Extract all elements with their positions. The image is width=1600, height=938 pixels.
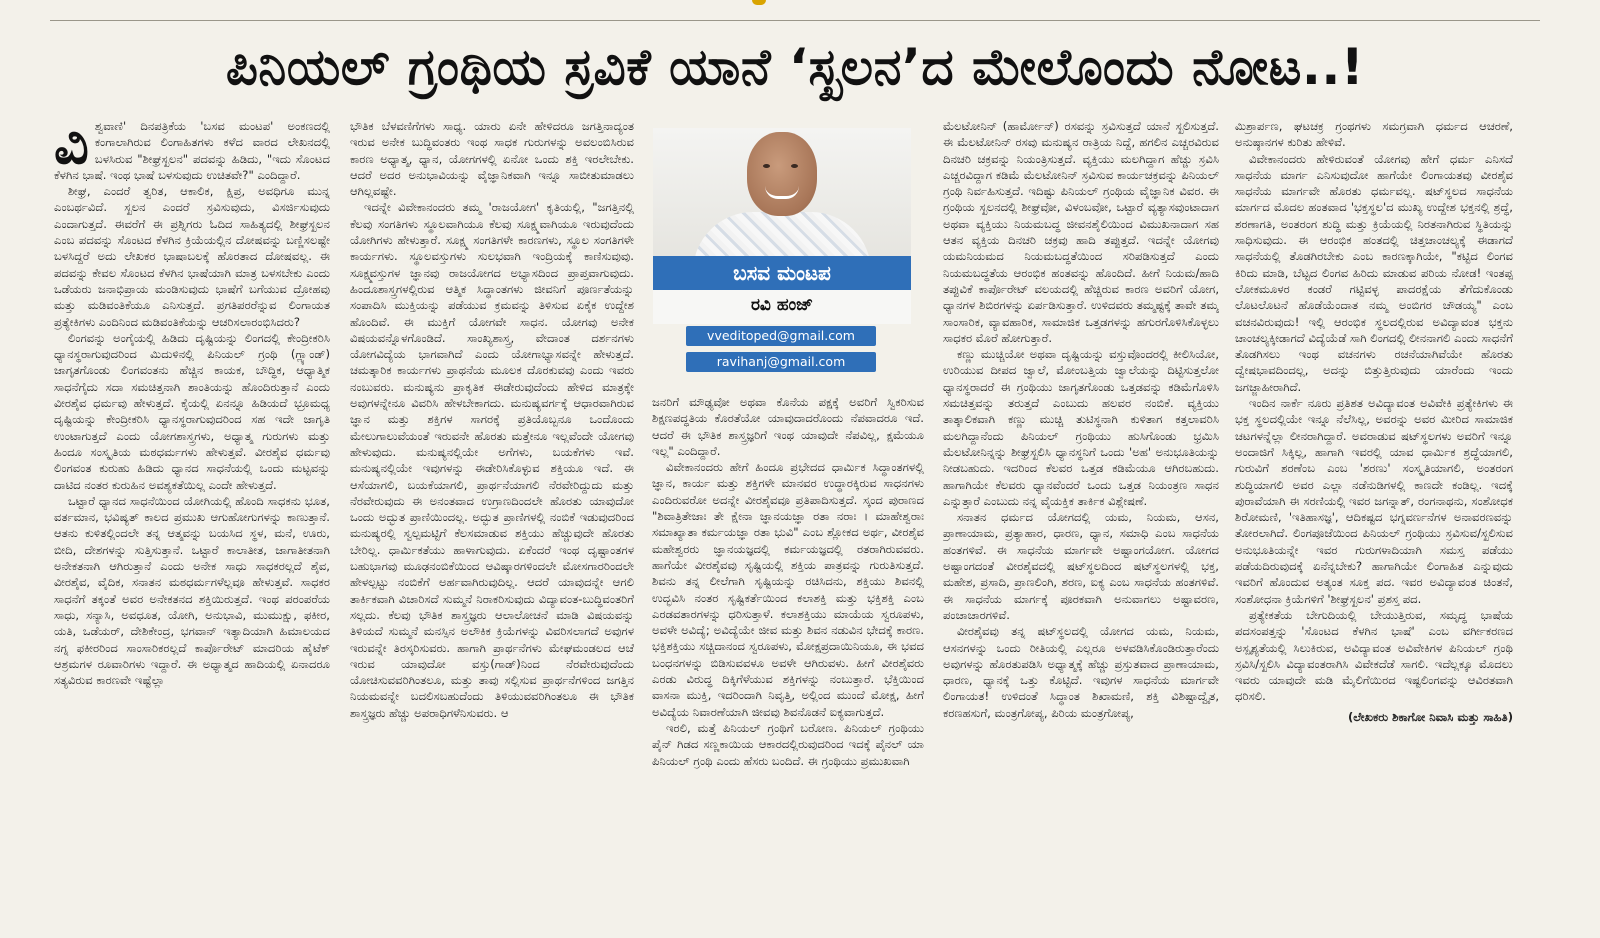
- article-column-4: [943, 118, 1219, 918]
- paragraph: ಇಂದಿನ ನಾರ್ಕೆ ನೂರು ಪ್ರತಿಶತ ಅವಿದ್ಯಾವಂತ ಅವಿವೇಕಿ ಪ್ರತ್ಯೇಕಿಗಳು ಈ ಭಕ್ತ ಸ್ಥಲದಲ್ಲಿಯೇ ಇನ್ನೂ ನೆಲೆಸಿಲ್ಲ, ಅವರನ್ನು ಅವರ ಮೀರಿದ ಸಾಮಾಜಿಕ ಚಟಗಳನ್ನೆಲ್ಲಾ ಲೀನರಾಗಿದ್ದಾರೆ. ಅವರಾಡುವ ಷಟ್‌ಸ್ಥಲಗಳು ಅವರಿಗೆ ಇನ್ನೂ ಅಂದಾಜಿಗೆ ಸಿಕ್ಕಿಲ್ಲ, ಹಾಗಾಗಿ ಇವರಲ್ಲಿ ಯಾವ ಧಾರ್ಮಿಕ ಶ್ರದ್ಧೆಯಾಗಲಿ, ಗುರುವಿಗೆ ಶರಣೆಂಬ ಎಂಬ 'ಶರಣು' ಸಂಸ್ಕೃತಿಯಾಗಲಿ, ಅಂತರಂಗ ಶುದ್ಧಿಯಾಗಲಿ ಅವರ ಎಲ್ಲಾ ನಡೆನುಡಿಗಳಲ್ಲಿ ಕಾಣದೇ ಕಂಡಿಲ್ಲ. ಇದಕ್ಕೆ ಪುರಾವೆಯಾಗಿ ಈ ಸರಣಿಯಲ್ಲಿ ಇವರ ಜಗನ್ನಾತ್, ರಂಗನಾಥನು, ಸಂಶೋಧಕ ಶಿರೋಮಣಿ, 'ಇತಿಹಾಸಜ್ಞ', ಆದಿಕಷ್ಟದ ಭಗ್ನವರ್ಣನೆಗಳ ಅನಾವರಣವನ್ನು ತೋರಲಾಗಿದೆ. ಲಿಂಗಪೂಜೆಯಿಂದ ಪಿನಿಯಲ್ ಗ್ರಂಥಿಯು ಸ್ರವಿಸುವ/ಸ್ಖಲಿಸುವ ಅನುಭೂತಿಯನ್ನೇ ಇವರ ಗುರುಗಳಾದಿಯಾಗಿ ಸಮಸ್ತ ಪಡೆಯು ಪಡೆಯದಿರುವುದಕ್ಕೆ ಏನೆನ್ನಬೇಕು? ಹಾಗಾಗಿಯೇ ಲಿಂಗಾಹಿತ ಎನ್ನುವುದು ಇವರಿಗೆ ಹೊಂದುವ ಅತ್ಯಂತ ಸೂಕ್ತ ಪದ. ಇವರ ಅವಿದ್ಯಾವಂತ ಚಿಂತನೆ, ಸಂಶೋಧನಾ ಕ್ರಿಯೆಗಳಿಗೆ 'ಶೀಘ್ರಸ್ಖಲನ' ಪ್ರಶಸ್ತ ಪದ.: [1235, 396, 1513, 606]
- author-byline: ರವಿ ಹಂಜ್: [653, 290, 911, 324]
- email-badge[interactable]: vveditoped@gmail.com: [686, 326, 876, 346]
- paragraph: ವಿವೇಕಾನಂದರು ಹೇಗೆ ಹಿಂದೂ ಪ್ರಭೇದದ ಧಾರ್ಮಿಕ ಸಿದ್ಧಾಂತಗಳಲ್ಲಿ ಜ್ಞಾನ, ಕಾರ್ಯ ಮತ್ತು ಶಕ್ತಿಗಳೇ ಮಾನವರ ಉದ್ಧಾರಕ್ಕಿರುವ ಸಾಧನಗಳು ಎಂದಿರುವರೋ ಅದನ್ನೇ ವೀರಶೈವವೂ ಪ್ರತಿಪಾದಿಸುತ್ತದೆ. ಸ್ಕಂದ ಪುರಾಣದ "ಶಿವಾತ್ರಿತೇಜಾಃ ತೇ ಕ್ಷೇನಾ ಜ್ಞಾನಯಜ್ಞಾ ರತಾ ನರಾಃ । ಮಾಹೇಶ್ವರಾಃ ಸಮಾಖ್ಯಾತಾ ಕರ್ಮಯಜ್ಞಾ ರತಾ ಭುವಿ" ಎಂಬ ಶ್ಲೋಕದ ಅರ್ಥ, ವೀರಶೈವ ಮಹೇಶ್ವರರು ಜ್ಞಾನಯಜ್ಞದಲ್ಲಿ ಕರ್ಮಯಜ್ಞದಲ್ಲಿ ರತರಾಗಿರುವವರು. ಹಾಗೆಯೇ ವೀರಶೈವವು ಸೃಷ್ಟಿಯಲ್ಲಿ ಶಕ್ತಿಯ ಪಾತ್ರವನ್ನು ಗುರುತಿಸುತ್ತದೆ. ಶಿವನು ತನ್ನ ಲೀಲೆಗಾಗಿ ಸೃಷ್ಟಿಯನ್ನು ರಚಿಸಿದನು, ಶಕ್ತಿಯು ಶಿವನಲ್ಲಿ ಉದ್ಭವಿಸಿ ನಂತರ ಸೃಷ್ಟಿಕರ್ತೆಯಿಂದ ಕಲಾಶಕ್ತಿ ಮತ್ತು ಭಕ್ತಿಶಕ್ತಿ ಎಂಬ ಎರಡವತಾರಗಳನ್ನು ಧರಿಸುತ್ತಾಳೆ. ಕಲಾಶಕ್ತಿಯು ಮಾಯೆಯ ಸ್ವರೂಪಳು, ಅವಳೇ ಅವಿದ್ಯೆ; ಅವಿದ್ಯೆಯೇ ಜೀವ ಮತ್ತು ಶಿವನ ನಡುವಿನ ಭೇದಕ್ಕೆ ಕಾರಣ. ಭಕ್ತಿಶಕ್ತಿಯು ಸಚ್ಚಿದಾನಂದ ಸ್ವರೂಪಳು, ಮೋಕ್ಷಪ್ರದಾಯಿನಿಯೂ, ಈ ಭವದ ಬಂಧನಗಳನ್ನು ಬಿಡಿಸುವವಳೂ ಅವಳೇ ಆಗಿರುವಳು. ಹೀಗೆ ವೀರಶೈವರು ಎರಡು ವಿರುದ್ಧ ದಿಕ್ಕಿಗೆಳೆಯುವ ಶಕ್ತಿಗಳನ್ನು ನಂಬುತ್ತಾರೆ. ಭೆಕ್ತಿಯಿಂದ ವಾಸನಾ ಮುಕ್ತಿ, ಇದರಿಂದಾಗಿ ನಿವೃತ್ತಿ, ಅಲ್ಲಿಂದ ಮುಂದೆ ಮೋಕ್ಷ, ಹೀಗೆ ಅವಿದ್ಯೆಯ ನಿವಾರಣೆಯಾಗಿ ಜೀವವು ಶಿವನೊಡನೆ ಐಕ್ಯವಾಗುತ್ತದೆ.: [652, 460, 924, 719]
- paragraph: ಪ್ರತ್ಯೇಕತೆಯ ಬೇಗುದಿಯಲ್ಲಿ ಬೇಯುತ್ತಿರುವ, ಸಮೃದ್ಧ ಭಾಷೆಯ ಪದಸಂಪತ್ತನ್ನು 'ಸೊಂಟದ ಕೆಳಗಿನ ಭಾಷೆ' ಎಂಬ ವರ್ಗೀಕರಣದ ಅಸ್ಪೃಶ್ಯತೆಯಲ್ಲಿ ಸಿಲುಕಿರುವ, ಅವಿದ್ಯಾವಂತ ಅವಿವೇಕಿಗಳ ಪಿನಿಯಲ್ ಗ್ರಂಥಿ ಸ್ರವಿಸಿ/ಸ್ಖಲಿಸಿ ವಿದ್ಯಾವಂತರಾಗಿಸಿ ವಿವೇಕದೆಡೆ ಸಾಗಲಿ. ಇದೆಲ್ಲಕ್ಕೂ ಮೊದಲು ಇವರು ಯಾವುದೇ ಮಡಿ ಮೈಲಿಗೆಯಿರದ ಇಷ್ಟಲಿಂಗವನ್ನು ಆವಿರತವಾಗಿ ಧರಿಸಲಿ.: [1235, 607, 1513, 704]
- paragraph: ಇರಲಿ, ಮತ್ತೆ ಪಿನಿಯಲ್ ಗ್ರಂಥಿಗೆ ಬರೋಣ. ಪಿನಿಯಲ್ ಗ್ರಂಥಿಯು ಪೈನ್ ಗಿಡದ ಸಣ್ಣಕಾಯಿಯ ಆಕಾರದಲ್ಲಿರುವುದರಿಂದ ಇದಕ್ಕೆ ಪೈನಲ್ ಯಾ ಪಿನಿಯಲ್ ಗ್ರಂಥಿ ಎಂದು ಹೆಸರು ಬಂದಿದೆ. ಈ ಗ್ರಂಥಿಯು ಪ್ರಮುಖವಾಗಿ: [652, 720, 924, 768]
- paragraph: ಇದನ್ನೇ ವಿವೇಕಾನಂದರು ತಮ್ಮ 'ರಾಜಯೋಗ' ಕೃತಿಯಲ್ಲಿ, "ಜಗತ್ತಿನಲ್ಲಿ ಕೆಲವು ಸಂಗತಿಗಳು ಸ್ಥೂಲವಾಗಿಯೂ ಕೆಲವು ಸೂಕ್ಷ್ಮವಾಗಿಯೂ ಇರುವುದೆಂದು ಯೋಗಿಗಳು ಹೇಳುತ್ತಾರೆ. ಸೂಕ್ಷ್ಮ ಸಂಗತಿಗಳೇ ಕಾರಣಗಳು, ಸ್ಥೂಲ ಸಂಗತಿಗಳೇ ಕಾರ್ಯಗಳು. ಸ್ಥೂಲವಸ್ತುಗಳು ಸುಲಭವಾಗಿ ಇಂದ್ರಿಯಕ್ಕೆ ಕಾಣಿಸುವುವು. ಸೂಕ್ಷ್ಮವಸ್ತುಗಳ ಜ್ಞಾನವು ರಾಜಯೋಗದ ಅಭ್ಯಾಸದಿಂದ ಪ್ರಾಪ್ತವಾಗುವುದು. ಹಿಂದೂಶಾಸ್ತ್ರಗಳಲ್ಲಿರುವ ಆತ್ಮಿಕ ಸಿದ್ಧಾಂತಗಳು ಜೀವನಿಗೆ ಪೂರ್ಣತೆಯನ್ನು ಸಂಪಾದಿಸಿ ಮುಕ್ತಿಯನ್ನು ಪಡೆಯುವ ಕ್ರಮವನ್ನು ತಿಳಿಸುವ ಏಕೈಕ ಉದ್ದೇಶ ಹೊಂದಿವೆ. ಈ ಮುಕ್ತಿಗೆ ಯೋಗವೇ ಸಾಧನ. ಯೋಗವು ಅನೇಕ ವಿಷಯವನ್ನೊಳಗೊಂಡಿದೆ. ಸಾಂಖ್ಯಶಾಸ್ತ್ರ, ವೇದಾಂತ ದರ್ಶನಗಳು ಯೋಗವಿದ್ಯೆಯ ಭಾಗವಾಗಿದೆ ಎಂದು ಯೋಗಾಭ್ಯಾಸವನ್ನೇ ಹೇಳುತ್ತದೆ. ಚಮತ್ಕಾರಿಕ ಕಾರ್ಯಗಳು ಪ್ರಾಥನೆಯ ಮೂಲಕ ದೊರಕುವವು ಎಂದು ಇವರು ನಂಬುವರು. ಮನುಷ್ಯನು ಪ್ರಾಕೃತಿಕ ಈಡೇರುವುದೆಂದು ಹೇಳಿದ ಮಾತ್ರಕ್ಕೇ ಅವುಗಳನ್ನೇನೂ ವಿವರಿಸಿ ಹೇಳಬೇಕಾಗದು. ಮನುಷ್ಯವರ್ಗಕ್ಕೆ ಆಧಾರವಾಗಿರುವ ಜ್ಞಾನ ಮತ್ತು ಶಕ್ತಿಗಳ ಸಾಗರಕ್ಕೆ ಪ್ರತಿಯೊಬ್ಬನೂ ಒಂದೊಂದು ಮೇಲುಗಾಲುವೆಯಂತೆ ಇರುವನೇ ಹೊರತು ಮತ್ತೇನೂ ಇಲ್ಲವೆಂದೇ ಯೋಗವು ಹೇಳುವುದು. ಮನುಷ್ಯನಲ್ಲಿಯೇ ಅಗೆಗಳು, ಬಯಕೆಗಳು ಇವೆ. ಮನುಷ್ಯನಲ್ಲಿಯೇ ಇವುಗಳನ್ನು ಈಡೇರಿಸಿಕೊಳ್ಳುವ ಶಕ್ತಿಯೂ ಇದೆ. ಈ ಆಸೆಯಾಗಲಿ, ಬಯಕೆಯಾಗಲಿ, ಪ್ರಾರ್ಥನೆಯಾಗಲಿ ನೆರವೇರಿದ್ದುದು ಮತ್ತು ನೆರವೇರುವುದು ಈ ಅನಂತವಾದ ಉಗ್ರಾಣದಿಂದಲೇ ಹೊರತು ಯಾವುದೋ ಒಂದು ಅದ್ಭುತ ಪ್ರಾಣಿಯಿಂದಲ್ಲ. ಅದ್ಭುತ ಪ್ರಾಣಿಗಳಲ್ಲಿ ನಂಬಿಕೆ ಇಡುವುದರಿಂದ ಮನುಷ್ಯರಲ್ಲಿ ಸ್ವಲ್ಪಮಟ್ಟಿಗೆ ಕೆಲಸಮಾಡುವ ಶಕ್ತಿಯು ಹೆಚ್ಚುವುದೇ ಹೊರತು ಬೇರಿಲ್ಲ. ಧಾರ್ಮಿಕತೆಯು ಹಾಳಾಗುವುದು. ಏಕೆಂದರೆ ಇಂಥ ದೃಷ್ಟಾಂತಗಳ ಬಹುಭಾಗವು ಮೂಢನಂಬಿಕೆಯಿಂದ ಆವಿಷ್ಕಾರಗಳಿಂದಲೇ ಮೋಸಗಾರರಿಂದಲೇ ಹೇಳಲ್ಪಟ್ಟು ನಂಬಿಕೆಗೆ ಅರ್ಹವಾಗಿರುವುದಿಲ್ಲ. ಆದರೆ ಯಾವುದನ್ನೇ ಆಗಲಿ ತಾರ್ಕಿಕವಾಗಿ ವಿಚಾರಿಸದೆ ಸುಮ್ಮನೆ ನಿರಾಕರಿಸುವುದು ವಿದ್ಯಾವಂತ-ಬುದ್ಧಿವಂತರಿಗೆ ಸಲ್ಲದು. ಕೆಲವು ಭೌತಿಕ ಶಾಸ್ತ್ರಜ್ಞರು ಆಲಾಲೋಚನೆ ಮಾಡಿ ವಿಷಯವನ್ನು ತಿಳಿಯದೆ ಸುಮ್ಮನೆ ಮನಸ್ಸಿನ ಅಲೌಕಿಕ ಕ್ರಿಯೆಗಳನ್ನು ವಿವರಿಸಲಾಗದೆ ಅವುಗಳ ಇರುವನ್ನೇ ತಿರಸ್ಕರಿಸುವರು. ಹಾಗಾಗಿ ಪ್ರಾರ್ಥನೆಗಳು ಮೇಘಮಂಡಲದ ಆಚೆ ಇರುವ ಯಾವುದೋ ವಸ್ತು(ಗಾಡ್)ನಿಂದ ನೆರವೇರುವುದೆಂದು ಯೋಚಿಸುವವರಿಗಿಂತಲೂ, ಮತ್ತು ತಾವು ಸಲ್ಲಿಸುವ ಪ್ರಾರ್ಥನೆಗಳಿಂದ ಜಗತ್ತಿನ ನಿಯಮವನ್ನೇ ಬದಲಿಸಬಹುದೆಂದು ತಿಳಿಯುವವರಿಗಿಂತಲೂ ಈ ಭೌತಿಕ ಶಾಸ್ತ್ರಜ್ಞರು ಹೆಚ್ಚು ಅಪರಾಧಿಗಳೆನಿಸುವರು. ಆ: [350, 200, 634, 720]
- paragraph: ಜನರಿಗೆ ಮೌಢ್ಯವೋ ಅಥವಾ ಕೊನೆಯ ಪಕ್ಷಕ್ಕೆ ಅವರಿಗೆ ಸ್ವಿಕರಿಸುವ ಶಿಕ್ಷಣಪದ್ಧತಿಯ ಕೊರತೆಯೋ ಯಾವುದಾದರೊಂದು ನೆಪವಾದರೂ ಇದೆ. ಆದರೆ ಈ ಭೌತಿಕ ಶಾಸ್ತ್ರಜ್ಞರಿಗೆ ಇಂಥ ಯಾವುದೇ ನೆಪವಿಲ್ಲ, ಕ್ಷಮೆಯೂ ಇಲ್ಲ" ಎಂದಿದ್ದಾರೆ.: [652, 395, 924, 458]
- top-rule: [50, 20, 1540, 21]
- paragraph: ಕಣ್ಣು ಮುಚ್ಚಿಯೋ ಅಥವಾ ದೃಷ್ಟಿಯನ್ನು ವಸ್ತುವೊಂದರಲ್ಲಿ ಕೀಲಿಸಿಯೋ, ಉರಿಯುವ ದೀಪದ ಜ್ವಾಲೆ, ಮೋಂಬತ್ತಿಯ ಜ್ವಾಲೆಯನ್ನು ದಿಟ್ಟಿಸುತ್ತಲೋ ಧ್ಯಾನಸ್ಥರಾದರೆ ಈ ಗ್ರಂಥಿಯು ಜಾಗೃತಗೊಂಡು ಒತ್ತಡವನ್ನು ಕಡಿಮೆಗೊಳಿಸಿ ಸಮಚಿತ್ತವನ್ನು ತರುತ್ತದೆ ಎಂಬುದು ಹಲವರ ನಂಬಿಕೆ. ವ್ಯಕ್ತಿಯು ತಾತ್ಕಾಲಿಕವಾಗಿ ಕಣ್ಣು ಮುಚ್ಚಿ ತುಟಿಸ್ಥನಾಗಿ ಕುಳಿತಾಗ ಕತ್ತಲಾವರಿಸಿ ಮಲಗಿದ್ದಾನೆಂದು ಪಿನಿಯಲ್ ಗ್ರಂಥಿಯು ಹುಸಿಗೊಂಡು ಭ್ರಮಿಸಿ ಮೆಲಟೋನಿನ್ನನ್ನು ಶೀಘ್ರಸ್ಖಲಿಸಿ ಧ್ಯಾನಸ್ಥನಿಗೆ ಒಂದು 'ಅಹ' ಅನುಭೂತಿಯನ್ನು ನೀಡಬಹುದು. ಇದರಿಂದ ಕೆಲವರ ಒತ್ತಡ ಕಡಿಮೆಯೂ ಆಗಿರಬಹುದು. ಹಾಗಾಗಿಯೇ ಕೆಲವರು ಧ್ಯಾನವೆಂದರೆ ಒಂದು ಒತ್ತಡ ನಿಯಂತ್ರಣ ಸಾಧನ ಎನ್ನುತ್ತಾರೆ ಎಂಬುದು ನನ್ನ ವೈಯಕ್ತಿಕ ತಾರ್ಕಿಕ ವಿಶ್ಲೇಷಣೆ.: [943, 347, 1219, 508]
- author-photo: [653, 128, 911, 256]
- article-headline: ಪಿನಿಯಲ್ ಗ್ರಂಥಿಯ ಸ್ರವಿಕೆ ಯಾನೆ ‘ಸ್ಖಲನ’ದ ಮೇಲೊಂದು ನೋಟ..!: [225, 38, 1365, 96]
- paragraph: ವಿವೇಕಾನಂದರು ಹೇಳಿರುವಂತೆ ಯೋಗವು ಹೇಗೆ ಧರ್ಮ ಎನಿಸದೆ ಸಾಧನೆಯ ಮಾರ್ಗ ಎನಿಸುವುದೋ ಹಾಗೆಯೇ ಲಿಂಗಾಯತವು ವೀರಶೈವ ಸಾಧನೆಯ ಮಾರ್ಗವೇ ಹೊರತು ಧರ್ಮವಲ್ಲ. ಷಟ್‌ಸ್ಥಲದ ಸಾಧನೆಯ ಮಾರ್ಗದ ಮೊದಲ ಹಂತವಾದ 'ಭಕ್ತಸ್ಥಲ'ದ ಮುಖ್ಯ ಉದ್ದೇಶ ಭಕ್ತನಲ್ಲಿ ಶ್ರದ್ಧೆ, ಶರಣಾಗತಿ, ಅಂತರಂಗ ಶುದ್ಧಿ ಮತ್ತು ಕ್ರಿಯೆಯಲ್ಲಿ ನಿರತನಾಗಿರುವ ಸ್ಥಿತಿಯನ್ನು ಸಾಧಿಸುವುದು. ಈ ಆರಂಭಿಕ ಹಂತದಲ್ಲಿ ಚಿತ್ತಚಾಂಚಲ್ಯಕ್ಕೆ ಈಡಾಗದೆ ಸಾಧನೆಯಲ್ಲಿ ತೊಡಗಿರಬೇಕು ಎಂಬ ಕಾರಣಕ್ಕಾಗಿಯೇ, "ಕಟ್ಟಿದ ಲಿಂಗವ ಕಿರಿದು ಮಾಡಿ, ಬೆಟ್ಟದ ಲಿಂಗವ ಹಿರಿದು ಮಾಡುವ ಪರಿಯ ನೋಡ! ಇಂತಪ್ಪ ಲೋಕಮೂಳರ ಕಂಡರೆ ಗಟ್ಟಿವಳ್ಳ ಪಾದರಕ್ಷೆಯ ತೆಗೆದುಕೊಂಡು ಲೊಟಲೊಟನೆ ಹೊಡೆಯೆಂದಾತ ನಮ್ಮ ಅಂಬಿಗರ ಚೌಡಯ್ಯ" ಎಂಬ ವಚನವಿರುವುದು! ಇಲ್ಲಿ ಆರಂಭಿಕ ಸ್ಥಲದಲ್ಲಿರುವ ಅವಿದ್ಯಾವಂತ ಭಕ್ತನು ಚಾಂಚಲ್ಯಕ್ಕೀಡಾಗದೆ ವಿದ್ಯೆಯೆಡೆ ಸಾಗಿ ಲಿಂಗದಲ್ಲಿ ಲೀನನಾಗಲಿ ಎಂದು ಸಾಧನೆಗೆ ತೊಡಗಿಸಲು ಇಂಥ ವಚನಗಳು ರಚನೆಯಾಗಿವೆಯೇ ಹೊರತು ದ್ವೇಷಭಾವದಿಂದಲ್ಲ, ಅದನ್ನು ಬಿತ್ತುತ್ತಿರುವುದು ಯಾರೆಂದು ಇಂದು ಜಗಜ್ಜಾಹೀರಾಗಿದೆ.: [1235, 151, 1513, 394]
- paragraph: ವೀರಶೈವವು ತನ್ನ ಷಟ್‌ಸ್ಥಲದಲ್ಲಿ ಯೋಗದ ಯಮ, ನಿಯಮ, ಆಸನಗಳನ್ನು ಒಂದು ರೀತಿಯಲ್ಲಿ ಎಲ್ಲರೂ ಅಳವಡಿಸಿಕೊಂಡಿರುತ್ತಾರೆಂದು ಅವುಗಳನ್ನು ಹೊರತುಪಡಿಸಿ ಅಧ್ಯಾತ್ಮಕ್ಕೆ ಹೆಚ್ಚು ಪ್ರಸ್ತುತವಾದ ಪ್ರಾಣಾಯಾಮ, ಧಾರಣ, ಧ್ಯಾನಕ್ಕೆ ಒತ್ತು ಕೊಟ್ಟಿದೆ. ಇವುಗಳ ಸಾಧನೆಯ ಮಾರ್ಗವೇ ಲಿಂಗಾಯತ! ಉಳಿದಂತೆ ಸಿದ್ಧಾಂತ ಶಿಖಾಮಣಿ, ಶಕ್ತಿ ವಿಶಿಷ್ಟಾದ್ವೈತ, ಕರಣಹಸುಗೆ, ಮಂತ್ರಗೋಪ್ಯ, ಪಿರಿಯ ಮಂತ್ರಗೋಪ್ಯ,: [943, 624, 1219, 720]
- author-signoff: (ಲೇಖಕರು ಶಿಕಾಗೋ ನಿವಾಸಿ ಮತ್ತು ಸಾಹಿತಿ): [1347, 709, 1513, 724]
- article-column-2: [350, 118, 634, 918]
- drop-cap: ವಿ: [54, 118, 89, 176]
- paragraph: ಸನಾತನ ಧರ್ಮದ ಯೋಗದಲ್ಲಿ ಯಮ, ನಿಯಮ, ಆಸನ, ಪ್ರಾಣಾಯಾಮ, ಪ್ರತ್ಯಾಹಾರ, ಧಾರಣ, ಧ್ಯಾನ, ಸಮಾಧಿ ಎಂಬ ಸಾಧನೆಯ ಹಂತಗಳಿವೆ. ಈ ಸಾಧನೆಯ ಮಾರ್ಗವೇ ಅಷ್ಟಾಂಗಯೋಗ. ಯೋಗದ ಅಷ್ಟಾಂಗದಂತೆ ವೀರಶೈವದಲ್ಲಿ ಷಟ್‌ಸ್ಥಲದಿಂದ ಷಟ್‌ಸ್ಥಲಗಳಲ್ಲಿ ಭಕ್ತ, ಮಹೇಶ, ಪ್ರಸಾದಿ, ಪ್ರಾಣಲಿಂಗಿ, ಶರಣ, ಐಕ್ಯ ಎಂಬ ಸಾಧನೆಯ ಹಂತಗಳಿವೆ. ಈ ಸಾಧನೆಯ ಮಾರ್ಗಕ್ಕೆ ಪೂರಕವಾಗಿ ಅನುವಾಗಲು ಅಷ್ಟಾವರಣ, ಪಂಚಾಚಾರಗಳಿವೆ.: [943, 510, 1219, 622]
- paragraph: ಲಿಂಗವನ್ನು ಅಂಗೈಯಲ್ಲಿ ಹಿಡಿದು ದೃಷ್ಟಿಯನ್ನು ಲಿಂಗದಲ್ಲಿ ಕೇಂದ್ರೀಕರಿಸಿ ಧ್ಯಾನಸ್ಥರಾಗುವುದರಿಂದ ಮಿದುಳಿನಲ್ಲಿ ಪಿನಿಯಲ್ ಗ್ರಂಥಿ (ಗ್ಲ್ಯಾಂಡ್) ಜಾಗೃತಗೊಂಡು ಲಿಂಗವಂತನು ಹೆಚ್ಚಿನ ಕಾಯಕ, ಬೌದ್ಧಿಕ, ಆಧ್ಯಾತ್ಮಿಕ ಸಾಧನೆಗೈದು ಸದಾ ಸಮಚಿತ್ತನಾಗಿ ಶಾಂತಿಯನ್ನು ಹೊಂದಿರುತ್ತಾನೆ ಎಂದು ವೀರಶೈವ ಧರ್ಮವು ಹೇಳುತ್ತದೆ. ಕೈಯಲ್ಲಿ ಏನನ್ನೂ ಹಿಡಿಯದೆ ಭ್ರೂಮಧ್ಯ ದೃಷ್ಟಿಯನ್ನು ಕೇಂದ್ರೀಕರಿಸಿ ಧ್ಯಾನಸ್ಥರಾಗುವುದರಿಂದ ಸಹ ಇದೇ ಜಾಗೃತಿ ಉಂಟಾಗುತ್ತದೆ ಎಂದು ಯೋಗಶಾಸ್ತ್ರಗಳು, ಅಧ್ಯಾತ್ಮ ಗುರುಗಳು ಮತ್ತು ಹಿಂದೂ ಸಂಸ್ಕೃತಿಯ ಮಠಧರ್ಮಗಳು ಹೇಳುತ್ತವೆ. ವೀರಶೈವ ಧರ್ಮವು ಲಿಂಗವಂತ ಕುರುಹು ಹಿಡಿದು ಧ್ಯಾನದ ಸಾಧನೆಯಲ್ಲಿ ಒಂದು ಮಟ್ಟವನ್ನು ದಾಟಿದ ನಂತರ ಕುರುಹಿನ ಅವಶ್ಯಕತೆಯಿಲ್ಲ ಎಂದೇ ಹೇಳುತ್ತದೆ.: [54, 330, 330, 492]
- article-column-1: [54, 118, 330, 918]
- paragraph: ವಿಶ್ವವಾಣಿ' ದಿನಪತ್ರಿಕೆಯ 'ಬಸವ ಮಂಟಪ' ಅಂಕಣದಲ್ಲಿ ಕಂಗಾಲಾಗಿರುವ ಲಿಂಗಾಹಿತಗಳು ಕಳೆದ ವಾರದ ಲೇಖನದಲ್ಲಿ ಬಳಸಿರುವ "ಶೀಘ್ರಸ್ಖಲನ" ಪದವನ್ನು ಹಿಡಿದು, "ಇದು ಸೊಂಟದ ಕೆಳಗಿನ ಭಾಷೆ. ಇಂಥ ಭಾಷೆ ಬಳಸುವುದು ಉಚಿತವೇ?" ಎಂದಿದ್ದಾರೆ.: [54, 118, 330, 182]
- paragraph: ಮೆಲಟೋನಿನ್ (ಹಾರ್ಮೋನ್) ರಸವನ್ನು ಸ್ರವಿಸುತ್ತದೆ ಯಾನೆ ಸ್ಖಲಿಸುತ್ತದೆ. ಈ ಮೆಲಟೋನಿನ್ ರಸವು ಮನುಷ್ಯನ ರಾತ್ರಿಯ ನಿದ್ದೆ, ಹಗಲಿನ ಎಚ್ಚರವಿರುವ ದಿನಚರಿ ಚಕ್ರವನ್ನು ನಿಯಂತ್ರಿಸುತ್ತದೆ. ವ್ಯಕ್ತಿಯು ಮಲಗಿದ್ದಾಗ ಹೆಚ್ಚು ಸ್ರವಿಸಿ ಎಚ್ಚರವಿದ್ದಾಗ ಕಡಿಮೆ ಮೆಲಟೋನಿನ್ ಸ್ರವಿಸುವ ಕಾರ್ಯಚಕ್ರವನ್ನು ಪಿನಿಯಲ್ ಗ್ರಂಥಿ ನಿರ್ವಹಿಸುತ್ತದೆ. ಇದಿಷ್ಟು ಪಿನಿಯಲ್ ಗ್ರಂಥಿಯ ವೈಜ್ಞಾನಿಕ ವಿವರ. ಈ ಗ್ರಂಥಿಯ ಸ್ಖಲನದಲ್ಲಿ ಶೀಘ್ರವೋ, ವಿಳಂಬವೋ, ಒಟ್ಟಾರೆ ವ್ಯತ್ಯಾಸವುಂಟಾದಾಗ ಅಥವಾ ವ್ಯಕ್ತಿಯು ನಿಯಮಬದ್ಧ ಜೀವನಶೈಲಿಯಿಂದ ವಿಮುಖನಾದಾಗ ಸಹ ಆತನ ವ್ಯಕ್ತಿಯ ದಿನಚರಿ ಚಕ್ರವು ಹಾದಿ ತಪ್ಪುತ್ತದೆ. ಇದನ್ನೇ ಯೋಗವು ಯಮನಿಯಮದ ನಿಯಮಬದ್ಧತೆಯಿಂದ ಸರಿಪಡಿಸುತ್ತದೆ ಎಂದು ನಿಯಮಬದ್ಧತೆಯ ಆರಂಭಿಕ ಹಂತವನ್ನು ಹೊಂದಿದೆ. ಹೀಗೆ ನಿಯಮ/ಹಾದಿ ತಪ್ಪುವಿಕೆ ಕಾರ್ಪೊರೇಟ್ ವಲಯದಲ್ಲಿ ಹೆಚ್ಚಿರುವ ಕಾರಣ ಅವರಿಗೆ ಯೋಗ, ಧ್ಯಾನಗಳ ಶಿಬಿರಗಳನ್ನು ಏರ್ಪಡಿಸುತ್ತಾರೆ. ಉಳಿದವರು ತಮ್ಮಷ್ಟಕ್ಕೆ ತಾವೇ ತಮ್ಮ ಸಾಂಸಾರಿಕ, ವ್ಯಾವಹಾರಿಕ, ಸಾಮಾಜಿಕ ಒತ್ತಡಗಳನ್ನು ಹಗುರಗೊಳಿಸಿಕೊಳ್ಳಲು ಸಾಧಕರ ಮೊರೆ ಹೋಗುತ್ತಾರೆ.: [943, 119, 1219, 345]
- paragraph: ಒಟ್ಟಾರೆ ಧ್ಯಾನದ ಸಾಧನೆಯಿಂದ ಯೋಗಿಯಲ್ಲಿ ಹೊಂದಿ ಸಾಧಕನು ಭೂತ, ವರ್ತಮಾನ, ಭವಿಷ್ಯತ್ ಕಾಲದ ಪ್ರಮುಖ ಆಗುಹೋಗುಗಳನ್ನು ಕಾಣುತ್ತಾನೆ. ಆತನು ಕುಳಿತಲ್ಲಿಂದಲೇ ತನ್ನ ಆತ್ಮವನ್ನು ಬಯಸಿದ ಸ್ಥಳ, ಮನೆ, ಊರು, ಬೀದಿ, ದೇಶಗಳನ್ನು ಸುತ್ತಿಸುತ್ತಾನೆ. ಒಟ್ಟಾರೆ ಕಾಲಾತೀತ, ಜಾಗಾತೀತನಾಗಿ ಅನೇಕತನಾಗಿ ಆಗಿರುತ್ತಾನೆ ಎಂದು ಅನೇಕ ಸಾಧು ಸಾಧಕರಲ್ಲದೆ ಶೈವ, ವೀರಶೈವ, ವೈದಿಕ, ಸನಾತನ ಮಠಧರ್ಮಗಳೆಲ್ಲವೂ ಹೇಳುತ್ತವೆ. ಸಾಧಕರ ಸಾಧನೆಗೆ ತಕ್ಕಂತೆ ಅವರ ಅನೇಕತನದ ಶಕ್ತಿಯಿರುತ್ತದೆ. ಇಂಥ ಪರಂಪರೆಯ ಸಾಧು, ಸನ್ಯಾಸಿ, ಅವಧೂತ, ಯೋಗಿ, ಅನುಭಾವಿ, ಮುಮುಕ್ಷು, ಫಕೀರ, ಯತಿ, ಒಡೆಯರ್, ದೇಶಿಕೇಂದ್ರ, ಭಗವಾನ್ ಇತ್ಯಾದಿಯಾಗಿ ಹಿಮಾಲಯದ ನಗ್ನ ಫಕೀರರಿಂದ ಸಾಂಸಾರಿಕರಲ್ಲದೆ ಕಾರ್ಪೊರೇಟ್ ಮಾದರಿಯ ಹೈಟೆಕ್ ಆಶ್ರಮಗಳ ರೂವಾರಿಗಳು ಇದ್ದಾರೆ. ಈ ಅಧ್ಯಾತ್ಮದ ಹಾದಿಯಲ್ಲಿ ಏನಾದರೂ ಸತ್ಯವಿರುವ ಕಾರಣವೇ ಇಷ್ಟೆಲ್ಲಾ: [54, 493, 330, 688]
- paragraph: ಶೀಘ್ರ, ಎಂದರೆ ತ್ವರಿತ, ಆಕಾಲಿಕ, ಕ್ಷಿಪ್ರ, ಅವಧಿಗೂ ಮುನ್ನ ಎಂಬರ್ಥವಿದೆ. ಸ್ಖಲನ ಎಂದರೆ ಸ್ರವಿಸುವುದು, ವಿಸರ್ಜಿಸುವುದು ಎಂದಾಗುತ್ತದೆ. ಈವರೆಗೆ ಈ ಪ್ರಶ್ನಿಗರು ಓದಿದ ಸಾಹಿತ್ಯದಲ್ಲಿ ಶೀಘ್ರಸ್ಖಲನ ಎಂಬ ಪದವನ್ನು ಸೊಂಟದ ಕೆಳಗಿನ ಕ್ರಿಯೆಯಲ್ಲಿನ ದೋಷವನ್ನು ಬಣ್ಣಿಸಲಷ್ಟೇ ಬಳಸಿದ್ದರೆ ಅದು ಲೇಖಕರ ಭಾಷಾಬಲಕ್ಕೆ ಹೊರತಾದ ದೋಷವಲ್ಲ. ಈ ಪದವನ್ನು ಕೇವಲ ಸೊಂಟದ ಕೆಳಗಿನ ಭಾಷೆಯಾಗಿ ಮಾತ್ರ ಬಳಸಬೇಕು ಎಂದು ಒಡೆಯರು ಜನಾಭಿಪ್ರಾಯ ಮಂಡಿಸುವುದು ಭಾಷೆಗೆ ಬಗೆಯುವ ದ್ರೋಹವು ಮತ್ತು ಮಡಿವಂತಿಕೆಯೂ ಎನಿಸುತ್ತದೆ. ಪ್ರಗತಿಪರರೆನ್ನುವ ಲಿಂಗಾಯತ ಪ್ರತ್ಯೇಕಿಗಳು ಎಂದಿನಿಂದ ಮಡಿವಂತಿಕೆಯನ್ನು ಆಚರಿಸಲಾರಂಭಿಸಿದರು?: [54, 184, 330, 329]
- paragraph: ಭೌತಿಕ ಬೆಳವಣಿಗೆಗಳು ಸಾಧ್ಯ. ಯಾರು ಏನೇ ಹೇಳಿದರೂ ಜಗತ್ತಿನಾದ್ಯಂತ ಇರುವ ಅನೇಕ ಬುದ್ಧಿವಂತರು ಇಂಥ ಸಾಧಕ ಗುರುಗಳನ್ನು ಅವಲಂಬಿಸಿರುವ ಕಾರಣ ಅಧ್ಯಾತ್ಮ, ಧ್ಯಾನ, ಯೋಗಗಳಲ್ಲಿ ಏನೋ ಒಂದು ಶಕ್ತಿ ಇರಲೇಬೇಕು. ಆದರೆ ಅದರ ಅನುಭಾವಿಯನ್ನು ವೈಜ್ಞಾನಿಕವಾಗಿ ಇನ್ನೂ ಸಾಬೀತುಮಾಡಲು ಆಗಿಲ್ಲವಷ್ಟೇ.: [350, 119, 634, 199]
- paragraph: ಮಿಶ್ರಾರ್ಪಣ, ಘಟಚಕ್ರ ಗ್ರಂಥಗಳು ಸಮಗ್ರವಾಗಿ ಧರ್ಮದ ಆಚರಣೆ, ಅನುಷ್ಠಾನಗಳ ಕುರಿತು ಹೇಳಿವೆ.: [1235, 119, 1513, 150]
- email-badge[interactable]: ravihanj@gmail.com: [686, 352, 876, 372]
- article-column-5: [1235, 118, 1513, 918]
- article-column-3: [652, 394, 924, 918]
- column-title-banner: ಬಸವ ಮಂಟಪ: [653, 256, 911, 290]
- author-face: [747, 132, 817, 216]
- top-ornament: [752, 0, 766, 5]
